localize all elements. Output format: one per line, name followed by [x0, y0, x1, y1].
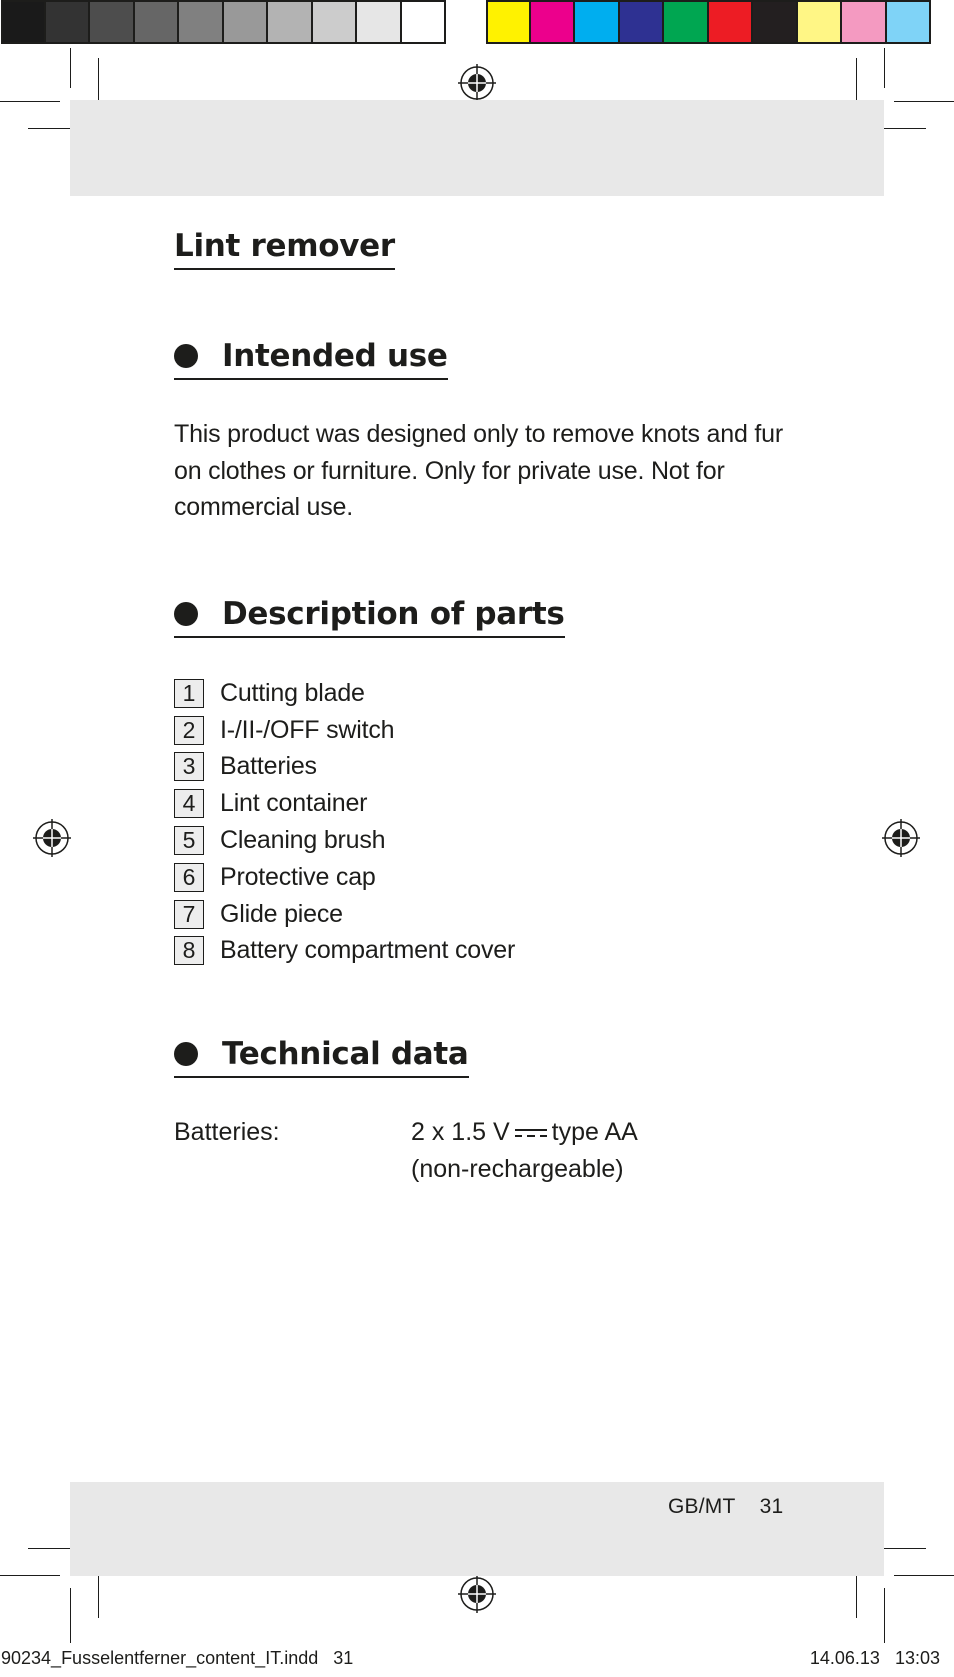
list-item: [174, 822, 515, 859]
part-number: 7: [174, 900, 204, 929]
section-heading-text: Intended use: [222, 338, 448, 374]
part-number: 3: [174, 752, 204, 781]
part-label: Batteries: [220, 752, 317, 781]
part-label: Battery compartment cover: [220, 936, 516, 965]
battery-type: type AA: [551, 1118, 638, 1146]
page-number: 31: [759, 1495, 784, 1518]
crop-mark: [70, 48, 71, 88]
batteries-value: [411, 1114, 638, 1187]
color-swatch: [1, 0, 46, 44]
crop-mark: [0, 1575, 60, 1576]
slug-filename: 90234_Fusselentferner_content_IT.indd 31: [1, 1648, 354, 1668]
battery-voltage: 2 x 1.5 V: [411, 1118, 510, 1146]
color-swatch: [135, 0, 180, 44]
part-label: Cleaning brush: [220, 826, 386, 855]
part-number: 8: [174, 936, 204, 965]
registration-mark-icon: [33, 819, 71, 857]
color-swatch: [46, 0, 91, 44]
slug-date: 14.06.13 13:03: [809, 1648, 940, 1668]
batteries-label: Batteries:: [174, 1118, 280, 1146]
page-label: GB/MT: [668, 1495, 736, 1518]
bullet-icon: [174, 344, 198, 368]
section-heading-intended-use: [174, 336, 448, 380]
color-calibration-bar: [486, 0, 931, 48]
list-item: [174, 749, 515, 786]
crop-mark: [70, 1588, 71, 1643]
color-swatch: [313, 0, 358, 44]
registration-mark-icon: [458, 64, 496, 102]
part-number: 2: [174, 716, 204, 745]
part-number: 1: [174, 679, 204, 708]
color-swatch: [842, 0, 887, 44]
page-title: Lint remover: [174, 226, 395, 270]
part-number: 6: [174, 863, 204, 892]
part-number: 4: [174, 789, 204, 818]
color-swatch: [664, 0, 709, 44]
color-swatch: [179, 0, 224, 44]
color-swatch: [575, 0, 620, 44]
section-heading-parts: [174, 594, 565, 638]
crop-mark: [884, 48, 885, 88]
section-heading-text: Technical data: [222, 1036, 469, 1072]
color-swatch: [402, 0, 447, 44]
parts-list: [174, 675, 515, 969]
crop-mark: [0, 101, 60, 102]
part-label: I-/II-/OFF switch: [220, 715, 395, 744]
grayscale-calibration-bar: [1, 0, 446, 48]
list-item: [174, 859, 515, 896]
part-label: Lint container: [220, 789, 368, 818]
part-label: Protective cap: [220, 862, 376, 891]
header-band: [70, 100, 884, 196]
color-swatch: [486, 0, 531, 44]
battery-note: (non-rechargeable): [411, 1154, 624, 1183]
crop-mark: [894, 1575, 954, 1576]
registration-mark-icon: [882, 819, 920, 857]
crop-mark: [884, 1588, 885, 1643]
color-swatch: [531, 0, 576, 44]
part-label: Glide piece: [220, 899, 343, 928]
color-swatch: [268, 0, 313, 44]
registration-mark-icon: [458, 1575, 496, 1613]
color-swatch: [753, 0, 798, 44]
list-item: [174, 933, 515, 970]
crop-mark: [894, 101, 954, 102]
color-swatch: [798, 0, 843, 44]
section-heading-technical: [174, 1034, 469, 1078]
list-item: [174, 712, 515, 749]
list-item: [174, 675, 515, 712]
section-heading-text: Description of parts: [222, 596, 565, 632]
color-swatch: [887, 0, 932, 44]
list-item: [174, 785, 515, 822]
color-swatch: [357, 0, 402, 44]
color-swatch: [90, 0, 135, 44]
part-label: Cutting blade: [220, 678, 365, 707]
bullet-icon: [174, 602, 198, 626]
intended-use-paragraph: This product was designed only to remove knots and fur on clothes or furniture. Only for private use. Not for commercial use.: [174, 420, 783, 521]
direct-current-icon: [514, 1126, 548, 1140]
color-swatch: [224, 0, 269, 44]
part-number: 5: [174, 826, 204, 855]
page-footer: [668, 1495, 783, 1519]
list-item: [174, 896, 515, 933]
color-swatch: [620, 0, 665, 44]
color-swatch: [709, 0, 754, 44]
bullet-icon: [174, 1042, 198, 1066]
